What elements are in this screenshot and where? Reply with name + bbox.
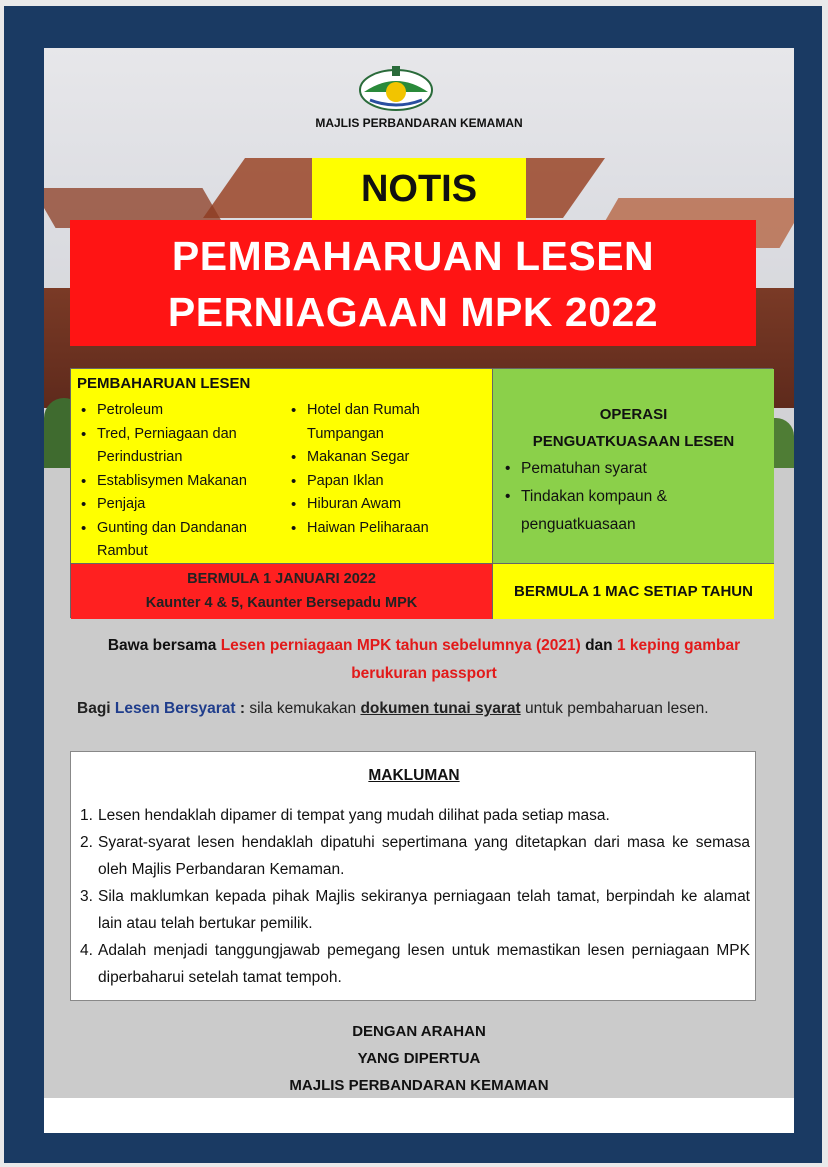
bring-item: Lesen perniagaan MPK tahun sebelumnya (2021) [220,637,581,654]
item-number: 2. [80,834,93,851]
renewal-counter: Kaunter 4 & 5, Kaunter Bersepadu MPK [145,595,418,611]
info-table [70,368,773,618]
makluman-title: MAKLUMAN [368,767,460,784]
bring-prefix: Bawa bersama [107,637,221,654]
cond-text: untuk pembaharuan lesen. [520,700,709,717]
signature-line: DENGAN ARAHAN [352,1023,486,1040]
license-item: • Establisymen Makanan [79,470,279,494]
notice-label: NOTIS [312,158,526,220]
enforcement-title [493,401,774,455]
item-number: 4. [80,942,93,959]
license-item: • Hotel dan Rumah Tumpangan [289,399,489,446]
license-item: • Gunting dan Dandanan Rambut [79,517,279,564]
cond-label: Lesen Bersyarat [114,700,236,717]
makluman-list [80,802,750,991]
council-name: MAJLIS PERBANDARAN KEMAMAN [315,116,523,130]
notice-page [44,48,794,1133]
license-list-right [289,399,489,540]
license-list-left [79,399,279,564]
cond-colon: : [235,700,250,717]
renewal-cell [71,369,493,563]
title-line: PEMBAHARUAN LESEN [171,233,655,279]
enforcement-list [503,455,768,539]
license-item: • Tred, Perniagaan dan Perindustrian [79,423,279,470]
footer-strip [44,1098,794,1133]
makluman-item [80,802,750,829]
enforcement-item: • Pematuhan syarat [503,455,768,483]
renewal-start-date: BERMULA 1 JANUARI 2022 [187,571,376,587]
makluman-text: Sila maklumkan kepada pihak Majlis sekiranya perniagaan telah tamat, berpindah ke alamat lain atau telah bertukar pemilik. [98,888,750,932]
license-item: • Makanan Segar [289,446,489,470]
bring-item: 1 keping gambar berukuran passport [351,637,741,682]
signature-line: YANG DIPERTUA [357,1050,481,1067]
license-item: • Petroleum [79,399,279,423]
enforcement-cell [493,369,774,563]
makluman-text: Adalah menjadi tanggungjawab pemegang lesen untuk memastikan lesen perniagaan MPK diperbaharui setelah tamat tempoh. [98,942,750,986]
cond-emphasis: dokumen tunai syarat [360,700,521,717]
page-frame [4,6,822,1163]
item-number: 3. [80,888,93,905]
title-line: PERNIAGAAN MPK 2022 [167,289,659,335]
conditional-license-note [77,695,757,723]
cond-prefix: Bagi [77,700,115,717]
signature-line: MAJLIS PERBANDARAN KEMAMAN [289,1077,549,1094]
bring-documents [74,632,774,688]
license-item: • Hiburan Awam [289,493,489,517]
license-item: • Haiwan Peliharaan [289,517,489,541]
makluman-box [70,751,756,1001]
makluman-text: Lesen hendaklah dipamer di tempat yang mudah dilihat pada setiap masa. [98,807,610,824]
enforcement-start-cell: BERMULA 1 MAC SETIAP TAHUN [493,563,774,619]
makluman-text: Syarat-syarat lesen hendaklah dipatuhi sepertimana yang ditetapkan dari masa ke semasa oleh Majlis Perbandaran Kemaman. [98,834,750,878]
enforcement-title-line: PENGUATKUASAAN LESEN [532,433,735,450]
license-item: • Papan Iklan [289,470,489,494]
cond-text: sila kemukakan [249,700,361,717]
signature-block [44,1018,794,1099]
bring-mid: dan [580,637,617,654]
makluman-item [80,883,750,937]
renewal-start-cell [71,563,493,619]
makluman-item [80,937,750,991]
enforcement-item: • Tindakan kompaun & penguatkuasaan [503,483,768,539]
license-item: • Penjaja [79,493,279,517]
enforcement-title-line: OPERASI [599,406,668,423]
notice-title [70,220,756,346]
item-number: 1. [80,807,93,824]
council-logo-icon [356,62,436,112]
makluman-item [80,829,750,883]
renewal-heading: PEMBAHARUAN LESEN [77,375,251,392]
